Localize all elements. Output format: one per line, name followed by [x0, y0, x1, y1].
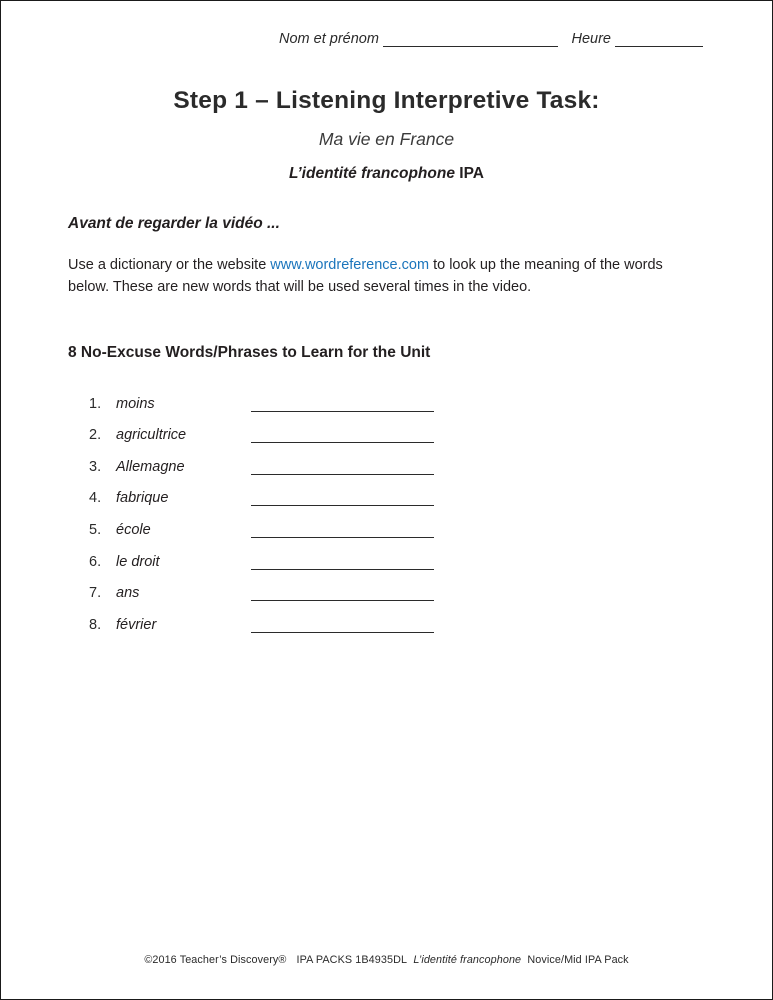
vocab-row — [89, 570, 708, 602]
vocab-row — [89, 601, 708, 633]
instructions-text-before: Use a dictionary or the website — [68, 257, 271, 273]
vocab-word: février — [116, 616, 157, 633]
ipa-subheading-regular: IPA — [454, 165, 484, 182]
vocab-number: 1. — [89, 395, 102, 412]
answer-blank-line — [251, 616, 434, 633]
name-label: Nom et prénom — [279, 31, 379, 47]
vocab-number: 4. — [89, 490, 102, 507]
vocab-list-heading: 8 No-Excuse Words/Phrases to Learn for the Unit — [68, 344, 431, 361]
vocab-number: 2. — [89, 427, 102, 444]
vocab-word: moins — [116, 395, 155, 412]
vocab-row — [89, 412, 708, 444]
vocab-word: école — [116, 521, 151, 538]
heure-label: Heure — [571, 31, 611, 47]
answer-blank-line — [251, 395, 434, 412]
page-title: Step 1 – Listening Interpretive Task: — [173, 87, 600, 114]
answer-blank-line — [251, 458, 434, 475]
vocab-number: 8. — [89, 616, 102, 633]
answer-blank-line — [251, 584, 434, 601]
footer-copyright: ©2016 Teacher’s Discovery® — [144, 954, 287, 966]
footer-product-code: IPA PACKS 1B4935DL — [296, 954, 408, 966]
vocab-number: 3. — [89, 458, 102, 475]
vocab-word: fabrique — [116, 490, 169, 507]
worksheet-body — [68, 215, 708, 633]
instructions-paragraph — [68, 255, 688, 298]
heure-blank-line — [615, 31, 703, 47]
vocab-number: 6. — [89, 553, 102, 570]
vocab-row — [89, 380, 708, 412]
vocab-list — [68, 380, 708, 633]
vocab-word: agricultrice — [116, 427, 187, 444]
vocab-row — [89, 506, 708, 538]
wordreference-link[interactable]: www.wordreference.com — [270, 257, 430, 273]
vocab-word: ans — [116, 585, 140, 602]
ipa-subheading — [1, 165, 772, 183]
answer-blank-line — [251, 489, 434, 506]
footer-pack-title: L’identité francophone — [413, 954, 522, 966]
vocab-row — [89, 443, 708, 475]
answer-blank-line — [251, 521, 434, 538]
title-block — [1, 87, 772, 183]
instructions-text-after: to look up the meaning of the words below. These are new words that will be used several times in the video. — [68, 257, 663, 295]
footer-pack-level: Novice/Mid IPA Pack — [527, 954, 629, 966]
vocab-number: 7. — [89, 585, 102, 602]
page-footer — [1, 954, 772, 966]
vocab-row — [89, 475, 708, 507]
name-heure-header — [279, 31, 703, 47]
name-blank-line — [383, 31, 558, 47]
answer-blank-line — [251, 426, 434, 443]
vocab-word: Allemagne — [116, 458, 185, 475]
ipa-subheading-italic: L’identité francophone — [289, 165, 455, 182]
vocab-word: le droit — [116, 553, 160, 570]
vocab-number: 5. — [89, 521, 102, 538]
unit-subtitle: Ma vie en France — [318, 129, 455, 149]
section-heading: Avant de regarder la vidéo ... — [68, 215, 280, 232]
vocab-row — [89, 538, 708, 570]
answer-blank-line — [251, 553, 434, 570]
